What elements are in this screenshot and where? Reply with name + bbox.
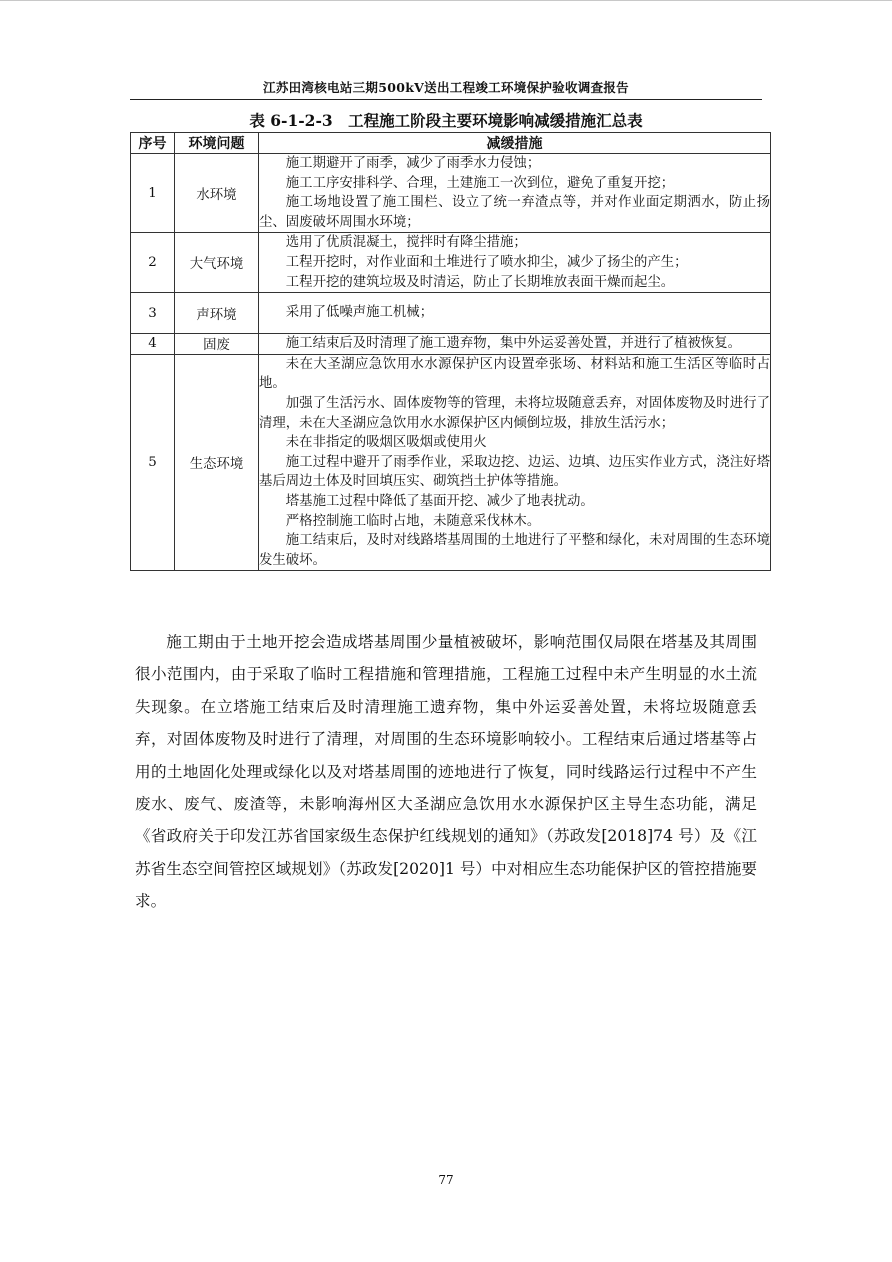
environment-issue: 生态环境 xyxy=(175,354,259,571)
mitigation-measures xyxy=(259,233,771,293)
body-text xyxy=(135,626,757,918)
column-header-no: 序号 xyxy=(131,133,175,154)
row-number: 5 xyxy=(131,354,175,571)
mitigation-table xyxy=(130,132,771,571)
column-header-measures: 减缓措施 xyxy=(259,133,771,154)
mitigation-measures xyxy=(259,334,771,355)
measure-item: 施工结束后及时清理了施工遗弃物，集中外运妥善处置，并进行了植被恢复。 xyxy=(285,336,742,352)
table-row xyxy=(131,233,771,293)
environment-issue: 大气环境 xyxy=(175,233,259,293)
row-number: 4 xyxy=(131,334,175,355)
measure-item: 未在大圣湖应急饮用水水源保护区内设置牵张场、材料站和施工生活区等临时占地。 xyxy=(259,356,770,392)
measure-item: 施工结束后，及时对线路塔基周围的土地进行了平整和绿化，未对周围的生态环境发生破坏。 xyxy=(259,533,770,568)
column-header-issue: 环境问题 xyxy=(175,133,259,154)
measure-item: 工程开挖的建筑垃圾及时清运，防止了长期堆放表面干燥而起尘。 xyxy=(285,274,675,290)
running-header: 江苏田湾核电站三期500kV送出工程竣工环境保护验收调查报告 xyxy=(263,80,629,95)
environment-issue: 水环境 xyxy=(175,154,259,233)
table-header-row xyxy=(131,133,771,154)
measure-item: 采用了低噪声施工机械； xyxy=(285,305,434,321)
measure-item: 严格控制施工临时占地，未随意采伐林木。 xyxy=(285,513,541,529)
mitigation-measures xyxy=(259,293,771,334)
row-number: 2 xyxy=(131,233,175,293)
measure-item: 施工场地设置了施工围栏、设立了统一弃渣点等，并对作业面定期洒水，防止扬尘、固废破坏周围水环境； xyxy=(259,195,770,230)
row-number: 1 xyxy=(131,154,175,233)
measure-item: 加强了生活污水、固体废物等的管理，未将垃圾随意丢弃，对固体废物及时进行了清理，未在大圣湖应急饮用水水源保护区内倾倒垃圾，排放生活污水； xyxy=(259,395,770,431)
measure-item: 施工工序安排科学、合理，土建施工一次到位，避免了重复开挖； xyxy=(285,175,675,191)
mitigation-measures xyxy=(259,354,771,571)
measure-item: 选用了优质混凝土，搅拌时有降尘措施； xyxy=(285,235,527,251)
table-row xyxy=(131,334,771,355)
measure-item: 工程开挖时，对作业面和土堆进行了喷水抑尘，减少了扬尘的产生； xyxy=(285,254,688,270)
table-row xyxy=(131,354,771,571)
page-top-edge xyxy=(0,0,892,1)
row-number: 3 xyxy=(131,293,175,334)
summary-paragraph: 施工期由于土地开挖会造成塔基周围少量植被破坏，影响范围仅局限在塔基及其周围很小范围内，由于采取了临时工程措施和管理措施，工程施工过程中未产生明显的水土流失现象。在立塔施工结束后及时清理施工遗弃物，集中外运妥善处置，未将垃圾随意丢弃，对固体废物及时进行了清理，对周围的生态环境影响较小。工程结束后通过塔基等占用的土地固化处理或绿化以及对塔基周围的迹地进行了恢复，同时线路运行过程中不产生废水、废气、废渣等，未影响海州区大圣湖应急饮用水水源保护区主导生态功能，满足《省政府关于印发江苏省国家级生态保护红线规划的通知》（苏政发[2018]74 号）及《江苏省生态空间管控区域规划》（苏政发[2020]1 号）中对相应生态功能保护区的管控措施要求。 xyxy=(135,633,757,911)
table-caption: 表 6-1-2-3 工程施工阶段主要环境影响减缓措施汇总表 xyxy=(249,111,643,130)
measure-item: 施工期避开了雨季，减少了雨季水力侵蚀； xyxy=(285,156,541,171)
measure-item: 未在非指定的吸烟区吸烟或使用火 xyxy=(285,435,487,451)
page-number: 77 xyxy=(438,1173,454,1187)
environment-issue: 固废 xyxy=(175,334,259,355)
measure-item: 塔基施工过程中降低了基面开挖、减少了地表扰动。 xyxy=(285,493,594,509)
header-rule xyxy=(130,99,762,100)
environment-issue: 声环境 xyxy=(175,293,259,334)
measure-item: 施工过程中避开了雨季作业，采取边挖、边运、边填、边压实作业方式，浇注好塔基后周边土体及时回填压实、砌筑挡土护体等措施。 xyxy=(259,454,770,490)
table-row xyxy=(131,154,771,233)
table-row xyxy=(131,293,771,334)
mitigation-measures xyxy=(259,154,771,233)
